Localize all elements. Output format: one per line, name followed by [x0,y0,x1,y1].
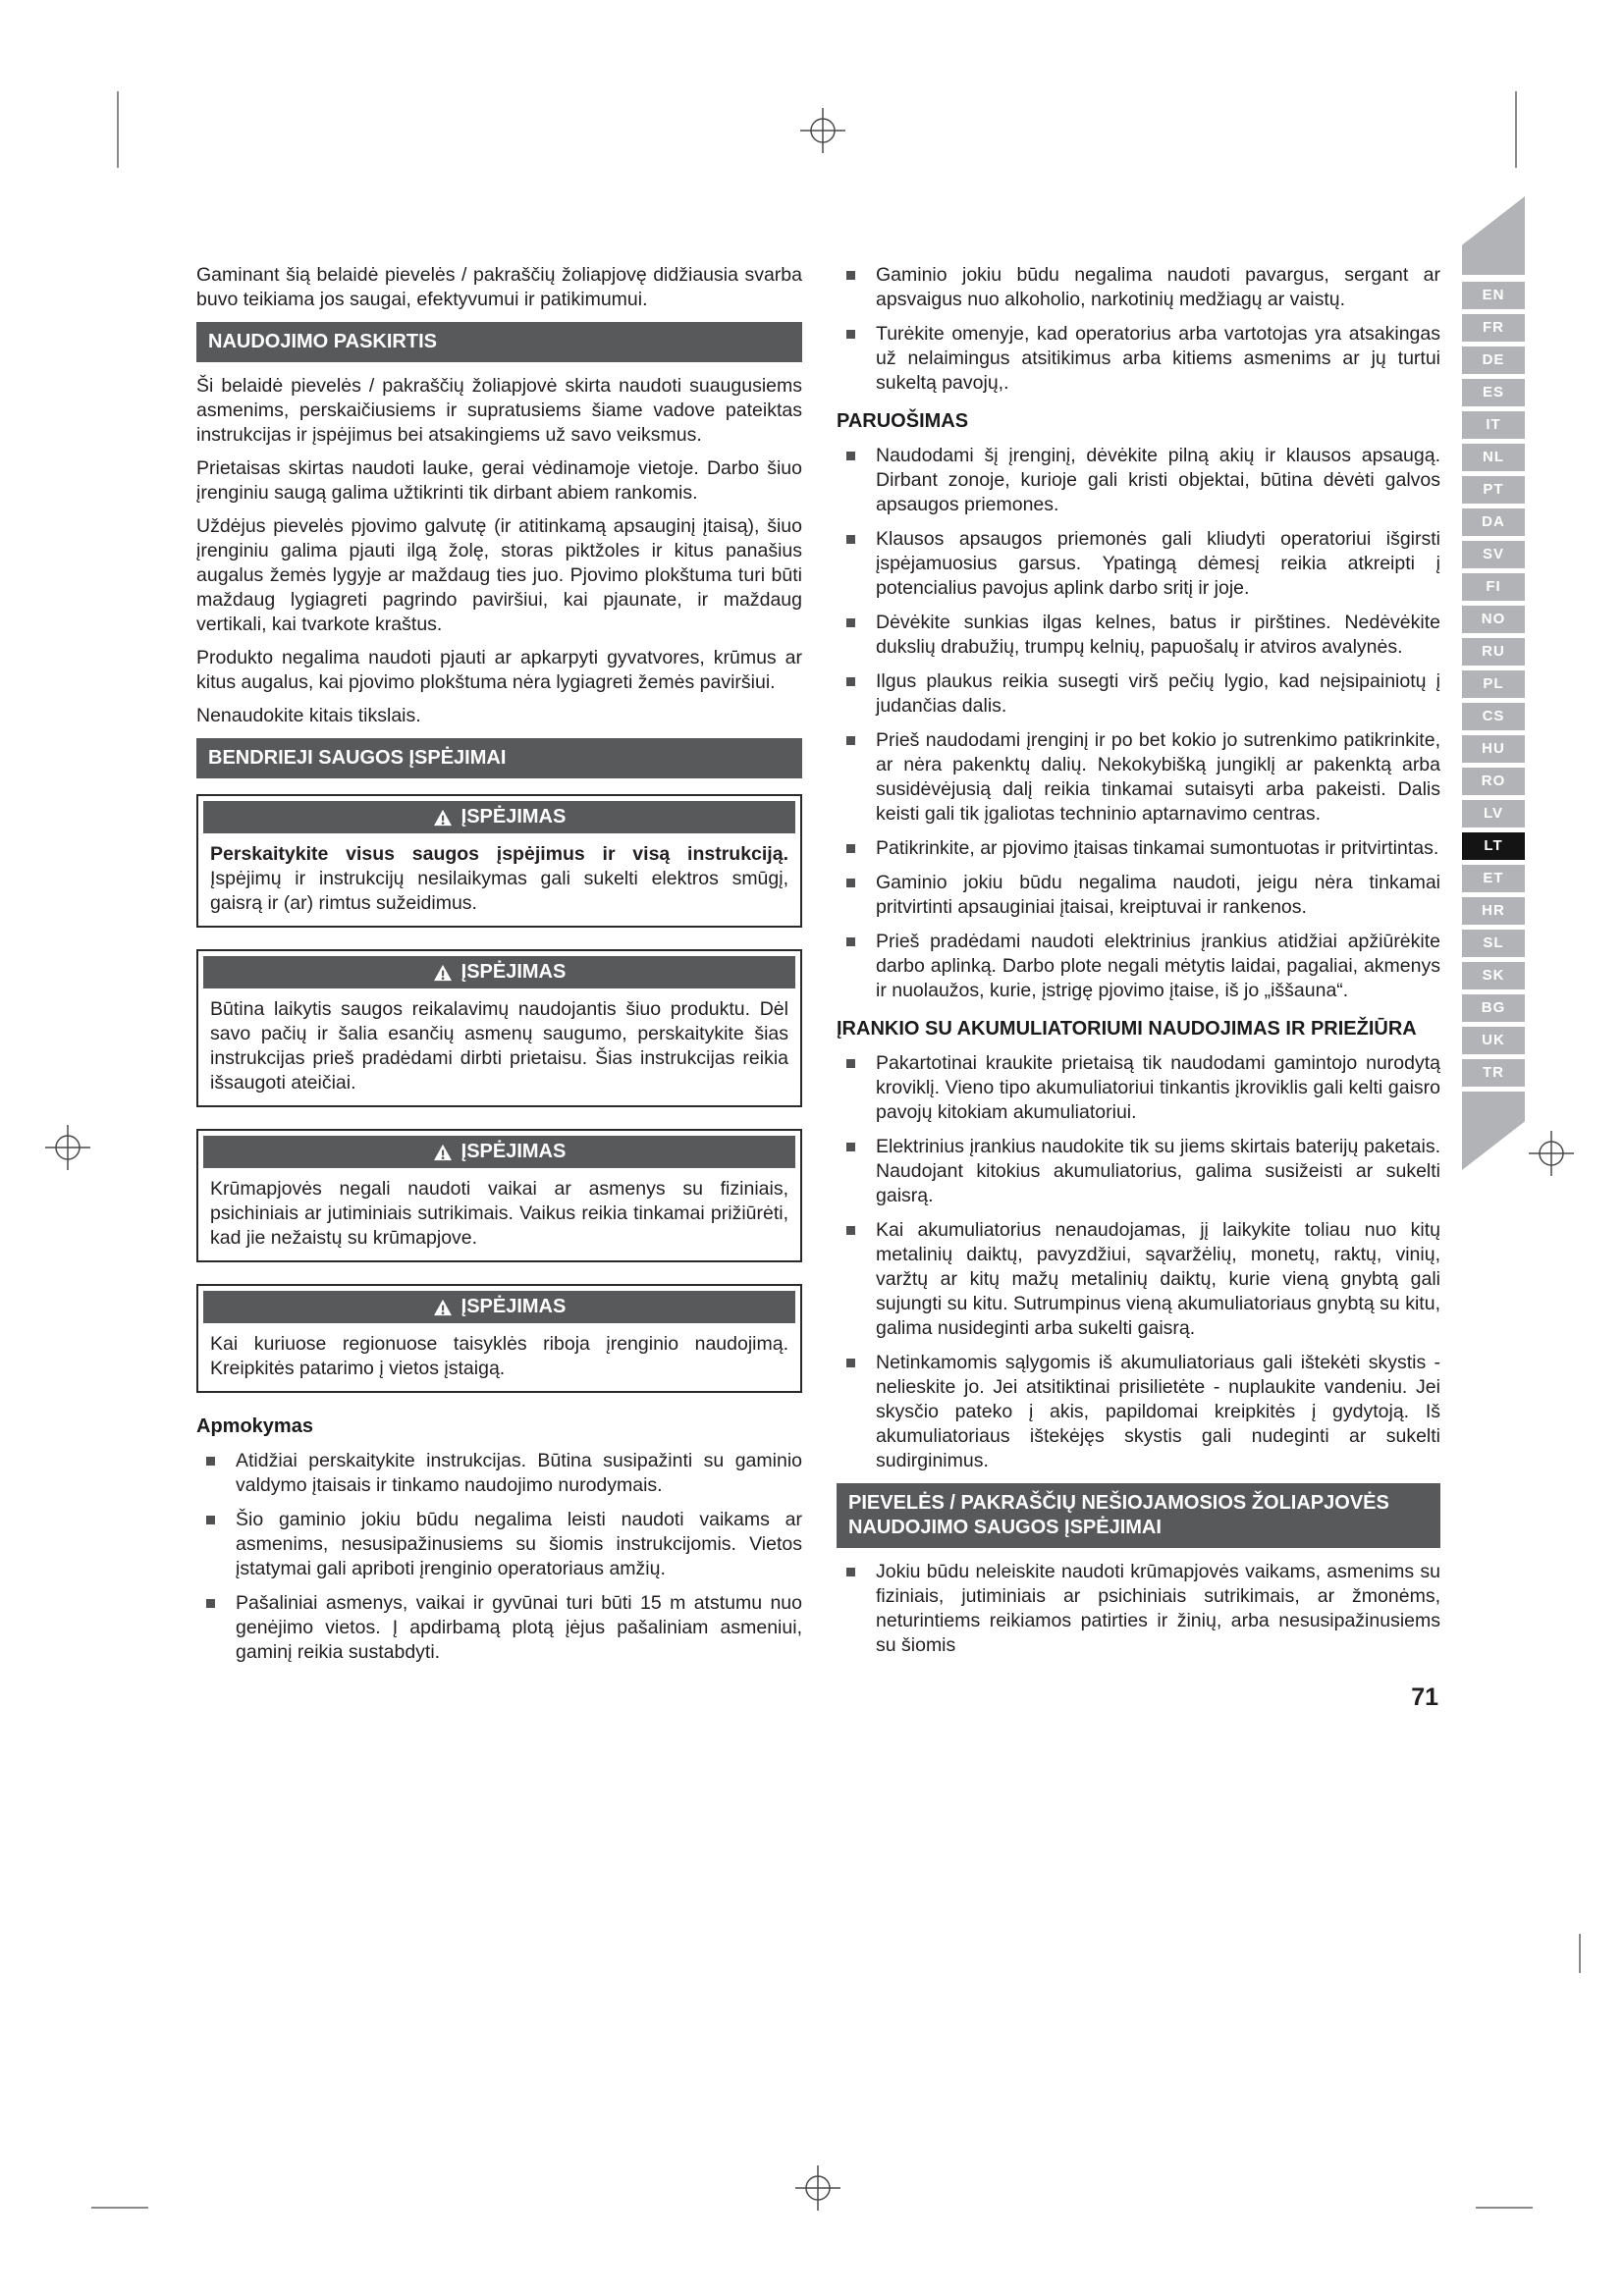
lang-tab-fr: FR [1462,314,1525,342]
list-item [837,263,1440,312]
lang-tab-hu: HU [1462,735,1525,763]
section-header-trimmer-safety: PIEVELĖS / PAKRAŠČIŲ NEŠIOJAMOSIOS ŽOLIAPJOVĖS NAUDOJIMO SAUGOS ĮSPĖJIMAI [837,1483,1440,1548]
lang-tab-et: ET [1462,865,1525,892]
warning-text [203,1168,795,1255]
warning-title: ĮSPĖJIMAS [460,806,567,828]
lang-tab-pl: PL [1462,670,1525,698]
warning-header [203,801,795,833]
list-item [837,930,1440,1003]
list-item-text: Jokiu būdu neleiskite naudoti krūmapjovės vaikams, asmenims su fiziniais, jutiminiais ar psichiniais sutrikimais, ar žmonėms, neturintiems reikiamos patirties ir žinių, arba nesusipažinusiems su šiomis [876,1561,1440,1656]
lang-tab-sv: SV [1462,541,1525,568]
lang-tab-es: ES [1462,379,1525,406]
warning-box [196,1129,802,1262]
warning-text-rest: Kai kuriuose regionuose taisyklės riboja įrenginio naudojimą. Kreipkitės patarimo į vietos įstaigą. [210,1333,788,1379]
list-item-text: Prieš pradėdami naudoti elektrinius įrankius atidžiai apžiūrėkite darbo aplinką. Darbo plote negali mėtytis laidai, pagaliai, akmenys ir nuolaužos, kurie, įstrigę pjovimo įtaise, iš jo „iššauna“. [876,931,1440,1001]
lang-tab-fi: FI [1462,573,1525,601]
list-item [837,527,1440,601]
registration-mark-bottom-icon [795,2165,840,2211]
list-item [837,1560,1440,1658]
list-item [837,444,1440,517]
section-header-general-safety: BENDRIEJI SAUGOS ĮSPĖJIMAI [196,738,802,778]
paragraph: Prietaisas skirtas naudoti lauke, gerai vėdinamoje vietoje. Darbo šiuo įrenginiu saugą galima užtikrinti tik dirbant abiem rankomis. [196,457,802,504]
warning-text-bold: Perskaitykite visus saugos įspėjimus ir visą instrukciją. [210,843,788,865]
registration-mark-top-icon [800,108,845,153]
general-safety-list [837,263,1440,396]
training-heading: Apmokymas [196,1415,313,1437]
warning-header [203,1291,795,1323]
list-item [837,1135,1440,1208]
lang-tab-lt-active: LT [1462,832,1525,860]
bullet-square-icon [846,1568,855,1576]
warning-title: ĮSPĖJIMAS [460,1296,567,1317]
list-item-text: Šio gaminio jokiu būdu negalima leisti naudoti vaikams ar asmenims, nesusipažinusiems su šiomis instrukcijomis. Vietos įstatymai gali apriboti įrenginio operatoriaus amžių. [236,1509,802,1579]
list-item-text: Turėkite omenyje, kad operatorius arba vartotojas yra atsakingas už nelaimingus atsitikimus arba kitiems asmenims ar jų turtui sukeltą pavojų,. [876,323,1440,394]
warning-title: ĮSPĖJIMAS [460,961,567,983]
trimmer-safety-list [837,1560,1440,1658]
warning-text-rest: Būtina laikytis saugos reikalavimų naudojantis šiuo produktu. Dėl savo pačių ir šalia esančių asmenų saugumo, perskaitykite šias instrukcijas prieš pradėdami dirbti prietaisu. Šias instrukcijas reikia išsaugoti ateičiai. [210,998,788,1094]
bullet-square-icon [846,535,855,544]
warning-icon [433,809,453,827]
list-item-text: Ilgus plaukus reikia susegti virš pečių lygio, kad neįsipainiotų į judančias dalis. [876,670,1440,717]
lang-tab-hr: HR [1462,897,1525,925]
lang-tab-da: DA [1462,508,1525,536]
preparation-list [837,444,1440,1003]
bullet-square-icon [206,1457,215,1466]
warning-text [203,1323,795,1386]
list-item-text: Pakartotinai kraukite prietaisą tik naudodami gamintojo nurodytą kroviklį. Vieno tipo akumuliatoriui tinkantis įkroviklis gali kelti gaisro pavojų kitokiam akumuliatoriui. [876,1052,1440,1123]
lang-tab-ro: RO [1462,768,1525,795]
bullet-square-icon [846,736,855,745]
warning-text [203,988,795,1100]
list-item-text: Kai akumuliatorius nenaudojamas, jį laikykite toliau nuo kitų metalinių daiktų, pavyzdžiui, sąvaržėlių, monetų, raktų, vinių, varžtų ar kitų mažų metalinių daiktų, kurie vieną gnybtą gali sujungti su kitu. Sutrumpinus vieną akumuliatoriaus gnybtą su kitu, galima nusideginti arba sukelti gaisrą. [876,1219,1440,1339]
lang-tab-en: EN [1462,282,1525,309]
list-item [837,871,1440,920]
list-item-text: Gaminio jokiu būdu negalima naudoti, jeigu nėra tinkamai pritvirtinti apsauginiai įtaisai, kreiptuvai ir rankenos. [876,872,1440,918]
paragraph: Nenaudokite kitais tikslais. [196,705,421,726]
warning-icon [433,1299,453,1316]
preparation-heading: PARUOŠIMAS [837,410,969,432]
bullet-square-icon [846,1226,855,1235]
paragraph: Uždėjus pievelės pjovimo galvutę (ir atitinkamą apsauginį įtaisą), šiuo įrenginiu galima pjauti ilgą žolę, storas piktžoles ir kitus panašius augalus žemės lygyje ar maždaug ties juo. Pjovimo plokštuma turi būti maždaug lygiagreti pagrindo paviršiui, kai pjaunate, ir maždaug vertikali, kai tvarkote kraštus. [196,515,802,635]
right-column [837,263,1440,1712]
battery-care-heading: ĮRANKIO SU AKUMULIATORIUMI NAUDOJIMAS IR PRIEŽIŪRA [837,1018,1417,1040]
list-item-text: Naudodami šį įrenginį, dėvėkite pilną akių ir klausos apsaugą. Dirbant zonoje, kurioje gali kristi objektai, būtina dėvėti galvos apsaugos priemones. [876,445,1440,515]
crop-mark-bottom-right [1476,2207,1533,2209]
list-item [837,322,1440,396]
lang-tab-cs: CS [1462,703,1525,730]
lang-tab-bg: BG [1462,994,1525,1022]
list-item-text: Patikrinkite, ar pjovimo įtaisas tinkamai sumontuotas ir pritvirtintas. [876,837,1439,859]
lang-tab-ru: RU [1462,638,1525,666]
bullet-square-icon [206,1599,215,1608]
list-item-text: Atidžiai perskaitykite instrukcijas. Būtina susipažinti su gaminio valdymo įtaisais ir tinkamo naudojimo nurodymais. [236,1450,802,1496]
crop-mark-top-left [117,91,119,168]
list-item [196,1591,802,1665]
warning-box [196,1284,802,1393]
sidebar-ribbon-bottom [1462,1092,1525,1170]
lang-tab-tr: TR [1462,1059,1525,1087]
list-item [837,669,1440,719]
paragraph: Produkto negalima naudoti pjauti ar apkarpyti gyvatvores, krūmus ar kitus augalus, kai pjovimo plokštuma nėra lygiagreti žemės paviršiui. [196,647,802,693]
warning-title: ĮSPĖJIMAS [460,1141,567,1162]
warning-icon [433,964,453,982]
list-item-text: Klausos apsaugos priemonės gali kliudyti operatoriui išgirsti įspėjamuosius garsus. Ypatingą dėmesį reikia atkreipti į potencialius pavojus aplink darbo sritį ir joje. [876,528,1440,599]
registration-mark-right-icon [1529,1131,1574,1176]
section-header-usage: NAUDOJIMO PASKIRTIS [196,322,802,362]
bullet-square-icon [846,1359,855,1367]
warning-header [203,1136,795,1168]
lang-tab-no: NO [1462,606,1525,633]
list-item-text: Pašaliniai asmenys, vaikai ir gyvūnai turi būti 15 m atstumu nuo genėjimo vietos. Į apdirbamą plotą įėjus pašaliniam asmeniui, gaminį reikia sustabdyti. [236,1592,802,1663]
lang-tab-pt: PT [1462,476,1525,504]
list-item [837,836,1440,861]
warning-box [196,794,802,928]
lang-tab-uk: UK [1462,1027,1525,1054]
list-item-text: Netinkamomis sąlygomis iš akumuliatoriaus gali ištekėti skystis - nelieskite jo. Jei atsitiktinai prisilietėte - nuplaukite vandeniu. Jei skysčio pateko į akis, papildomai kreipkitės į gydytoją. Iš akumuliatoriaus ištekėjęs skystis gali nudeginti ar sukelti sudirginimus. [876,1352,1440,1471]
bullet-square-icon [846,452,855,460]
warning-text [203,833,795,921]
crop-mark-top-right [1515,91,1517,168]
list-item [837,611,1440,660]
list-item [837,1351,1440,1473]
warning-text-rest: Krūmapjovės negali naudoti vaikai ar asmenys su fiziniais, psichiniais ar jutiminiais sutrikimais. Vaikus reikia tinkamai prižiūrėti, kad jie nežaistų su krūmapjove. [210,1178,788,1249]
bullet-square-icon [846,271,855,280]
registration-mark-left-icon [45,1125,90,1170]
list-item [837,728,1440,827]
warning-box [196,949,802,1107]
training-list [196,1449,802,1665]
lang-tab-sk: SK [1462,962,1525,989]
bullet-square-icon [846,937,855,946]
battery-care-list [837,1051,1440,1473]
bullet-square-icon [846,677,855,686]
left-column [196,263,802,1675]
lang-tab-nl: NL [1462,444,1525,471]
list-item-text: Elektrinius įrankius naudokite tik su jiems skirtais baterijų paketais. Naudojant kitokius akumuliatorius, galima susižeisti ar sukelti gaisrą. [876,1136,1440,1206]
sidebar-ribbon-top [1462,196,1525,275]
lang-tab-sl: SL [1462,930,1525,957]
list-item-text: Dėvėkite sunkias ilgas kelnes, batus ir pirštines. Nedėvėkite dukslių drabužių, trumpų kelnių, papuošalų ir atviros avalynės. [876,612,1440,658]
lang-tab-de: DE [1462,347,1525,374]
crop-mark-bottom-left [91,2207,148,2209]
lang-tab-lv: LV [1462,800,1525,828]
list-item-text: Gaminio jokiu būdu negalima naudoti pavargus, sergant ar apsvaigus nuo alkoholio, narkotinių medžiagų ar vaistų. [876,264,1440,310]
lang-tab-it: IT [1462,411,1525,439]
bullet-square-icon [846,844,855,853]
list-item [196,1508,802,1581]
intro-paragraph: Gaminant šią belaidė pievelės / pakraščių žoliapjovę didžiausia svarba buvo teikiama jos saugai, efektyvumui ir patikimumui. [196,264,802,310]
bullet-square-icon [206,1516,215,1524]
list-item [837,1051,1440,1125]
bullet-square-icon [846,618,855,627]
page-number: 71 [1411,1683,1438,1711]
paragraph: Ši belaidė pievelės / pakraščių žoliapjovė skirta naudoti suaugusiems asmenims, perskaičiusiems ir supratusiems šiame vadove pateiktas instrukcijas ir įspėjimus bei atsakingiems už savo veiksmus. [196,375,802,446]
list-item-text: Prieš naudodami įrenginį ir po bet kokio jo sutrenkimo patikrinkite, ar nėra pakenktų dalių. Nekokybišką jungiklį ar pakenktą arba susidėvėjusią dalį reikia tinkamai sutaisyti arba pakeisti. Dalis keisti gali tik įgaliotas techninio aptarnavimo centras. [876,729,1440,825]
bullet-square-icon [846,1059,855,1068]
bullet-square-icon [846,879,855,887]
list-item [837,1218,1440,1341]
list-item [196,1449,802,1498]
warning-text-rest: Įspėjimų ir instrukcijų nesilaikymas gali sukelti elektros smūgį, gaisrą ir (ar) rimtus sužeidimus. [210,868,788,914]
warning-icon [433,1144,453,1161]
bullet-square-icon [846,330,855,339]
bullet-square-icon [846,1143,855,1151]
warning-header [203,956,795,988]
crop-mark-right-margin [1579,1934,1581,1973]
